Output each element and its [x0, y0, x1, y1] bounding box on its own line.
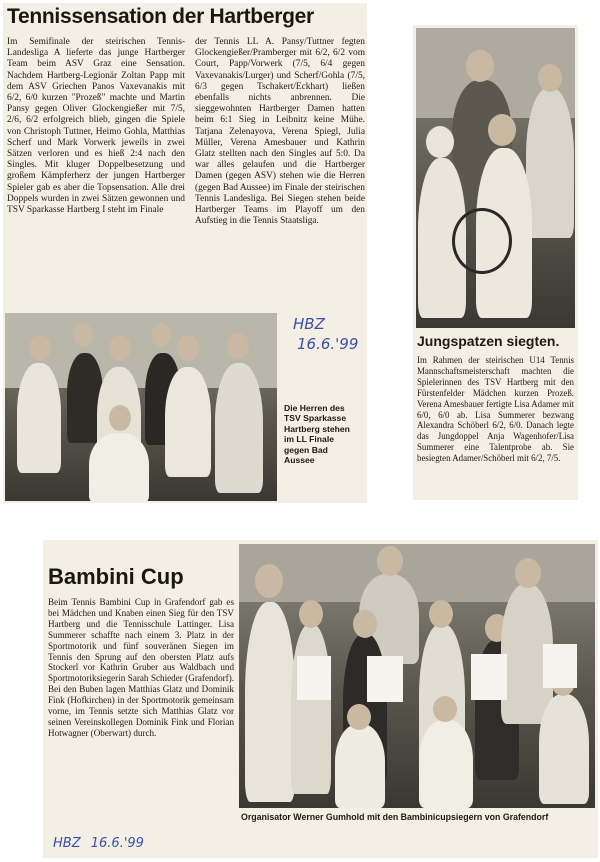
- clipping-jungspatzen: [413, 25, 578, 500]
- stamp-date: 16.6.'99: [297, 335, 359, 353]
- clipping-tennissensation: [3, 3, 367, 503]
- photo-bambini-winners: [239, 544, 595, 808]
- stamp-source-bambini: HBZ: [53, 836, 81, 851]
- article1-column-1: Im Semifinale der steirischen Tennis-Landesliga A lieferte das junge Hartberger Team beim ASV Graz eine Sensation. Nachdem Hartberg-Legionär Zoltan Papp mit dem ASV Griechen Panos Vaxevanakis mit 6/2, 6/0 kurzen "Prozeß" machte und Martin Pansy gegen Oliver Glockengießer mit 7/5, 2/6, 6/2 erfolgreich blieb, gingen die Spiele von Christoph Tuttner, Heimo Gohla, Matthias Scherf und Mark Vorwerk jeweils in zwei Sätzen verloren und es hieß 2:4 nach den Singles. Mit kluger Doppelbesetzung und großem Kämpferherz der jungen Hartberger Spieler gab es aber die Topsensation. Alle drei Doppels wurden in zwei Sätzen gewonnen und TSV Sparkasse Hartberg I steht im Finale: [7, 37, 185, 216]
- article3-body: Beim Tennis Bambini Cup in Grafendorf gab es bei Mädchen und Knaben einen Sieg für den TSV Hartberg und die Tennisschule Lattinger. Lisa Summerer schaffte nach einem 3. Platz in der Sportmotorik und fünf souveränen Siegen im Tennis den Sprung auf den obersten Platz aufs Stockerl vor Kathrin Gruber aus Waldbach und Sportmotoriksiegerin Sarah Schieder (Grafendorf). Bei den Buben lagen Matthias Glatz und Dominik Fink (Hofkirchen) in der Sportmotorik gemeinsam vorne, im Tennis setzte sich Matthias Glatz vor seinen Vereinskollegen Dominik Fink und Florian Hotwagner (Oberwart) durch.: [48, 597, 234, 738]
- photo-caption-herren: Die Herren des TSV Sparkasse Hartberg stehen im LL Finale gegen Bad Aussee: [284, 403, 350, 466]
- headline-jungspatzen: Jungspatzen siegten.: [417, 333, 560, 349]
- article2-body: Im Rahmen der steirischen U14 Tennis Mannschaftsmeisterschaft machten die Spielerinnen des TSV Hartberg mit den Fürstenfelder Mädchen kurzen Prozeß. Verena Amesbauer fertigte Lisa Adamer mit 6/0, 6/0 ab. Lisa Summerer bezwang Alexandra Schöberl 6/2, 6/0. Danach legte das Jungdoppel Anja Wagenhofer/Lisa Summerer eine Talentprobe ab. Sie besiegten Adamer/Schöberl mit 6/2, 7/5.: [417, 355, 574, 464]
- article1-column-2: der Tennis LL A. Pansy/Tuttner fegten Glockengießer/Pramberger mit 6/2, 6/2 vom Court, Papp/Vorwerk (7/5, 6/4 gegen Vaxevanakis/Lurger) und Scherf/Gohla (7/5, 6/3 gegen Tschakert/Eckhart) ließen ebenfalls nichts anbrennen. Die sieggewohnten Hartberger Damen hatten beim 6:1 Sieg in Leibnitz keine Mühe. Tatjana Zelenayova, Verena Spiegl, Julia Müller, Verena Amesbauer und Kathrin Glatz stellten nach den Singles auf 5:0. Da war alles gelaufen und die Hartberger Damen (gegen ASV) stehen wie die Herren (gegen Bad Aussee) im Finale der steirischen Tennis Landesliga. Bei Siegen stehen beide Hartberger Teams im Playoff um den Aufstieg in die Tennis Staatsliga.: [195, 37, 365, 227]
- handwritten-date-stamp: [293, 315, 358, 353]
- headline-bambini-cup: Bambini Cup: [48, 564, 184, 589]
- stamp-source: HBZ: [293, 315, 325, 333]
- clipping-bambini-cup: [43, 540, 598, 858]
- stamp-date-bambini: 16.6.'99: [90, 836, 144, 851]
- photo-jungspatzen: [416, 28, 575, 328]
- headline-tennissensation: Tennissensation der Hartberger: [7, 5, 314, 28]
- photo-caption-bambini: Organisator Werner Gumhold mit den Bambinicupsiegern von Grafendorf: [241, 812, 549, 822]
- handwritten-date-stamp-bambini: [53, 836, 144, 851]
- photo-herren-team: [5, 313, 277, 501]
